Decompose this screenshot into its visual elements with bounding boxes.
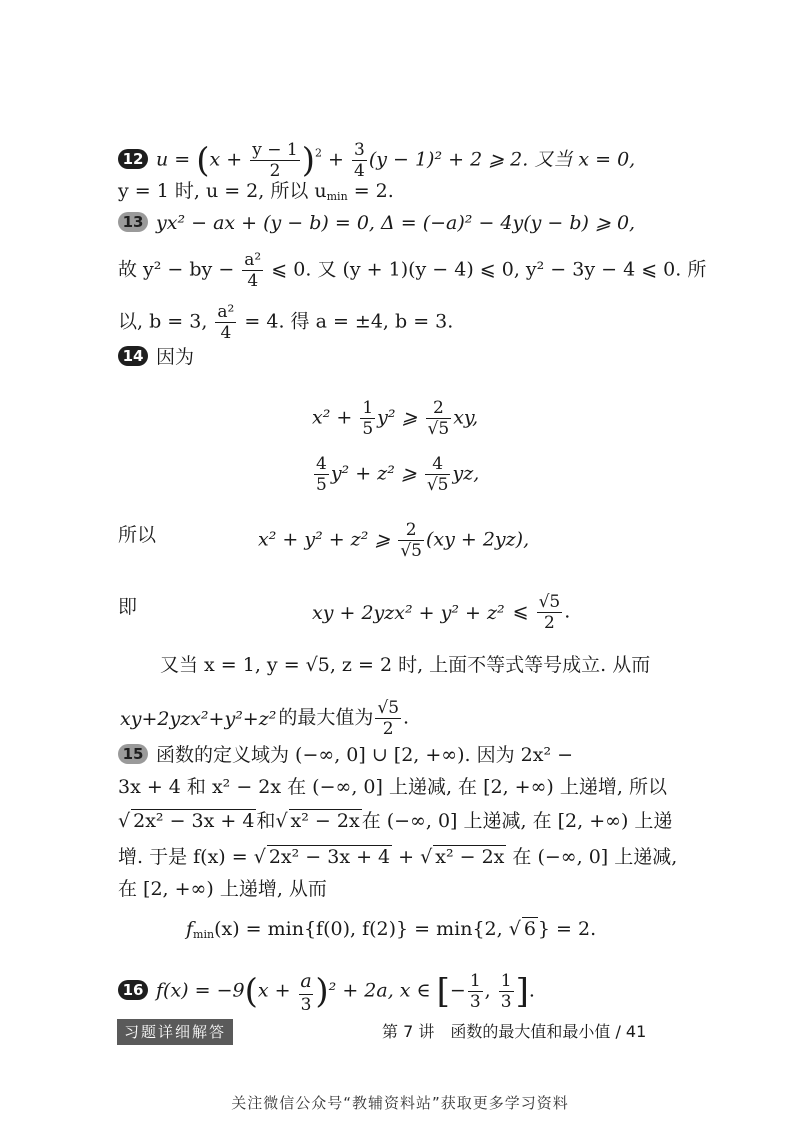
label-ji: 即 [118,596,138,618]
fraction: $\frac{4}{√5}$ [426,454,449,495]
problem-14-eq-1: x² + $\frac{1}{5}$ y² ⩾ $\frac{2}{√5}$ xy, [312,398,479,439]
problem-14-conclusion-1: 又当 x = 1, y = √5, z = 2 时, 上面不等式等号成立. 从而 [160,654,651,676]
problem-15-line-1: 15 函数的定义域为 (−∞, 0] ∪ [2, +∞). 因为 2x² − [118,742,573,768]
problem-13-line-2: 故 y² − by − $\frac{\text{a²}}{4}$ ⩽ 0. 又 (y + 1)(y − 4) ⩽ 0, y² − 3y − 4 ⩽ 0. 所 [118,250,707,291]
paren: ( [196,140,210,181]
fraction: $\frac{3}{4}$ [353,140,365,181]
problem-14-conclusion-2: xy+2yzx²+y²+z² 的最大值为 $\frac{√5}{2}$ . [120,698,410,739]
chapter-footer: 第 7 讲 函数的最大值和最小值 / 41 [382,1022,647,1041]
problem-12-line-1: 12 u = (x + $\frac{y - 1}{2}$ )$^2$ + $\frac{3}{4}$ (y − 1)² + 2 ⩾ 2. 又当 x = 0, [118,140,635,181]
fraction: $\frac{y - 1}{2}$ [252,140,298,181]
fraction: $\frac{2}{√5}$ [427,398,450,439]
problem-16-line: 16 $f(x) = -9(x + \frac{a}{3}$ )² + 2a, x ∈ [− $\frac{1}{3}$ , $\frac{1}{3}$ ]. [118,968,535,1015]
section-label: 习题详细解答 [117,1019,233,1045]
fraction: $\frac{1}{5}$ [362,398,374,439]
text: u = [156,148,197,171]
problem-number-badge: 13 [118,212,148,232]
problem-14-intro: 14 因为 [118,344,194,370]
paren: ) [301,140,315,181]
problem-15-eq: $f_{min}(x) = \min\{f(0)$, f(2)} = min{2, √ 6 } = 2. [186,918,597,941]
fraction: xy+2yzx²+y²+z² [120,707,277,730]
fraction: $\frac{√5}{2}$ [538,592,561,633]
problem-15-line-3: √ 2x² − 3x + 4 和√ x² − 2x 在 (−∞, 0] 上递减, 在 [2, +∞) 上递 [118,810,673,832]
problem-15-line-5: 在 [2, +∞) 上递增, 从而 [118,878,327,900]
fraction: $\frac{2}{√5}$ [400,520,422,561]
text: x + [209,148,249,171]
problem-number-badge: 15 [118,744,148,764]
problem-13-line-3: 以, b = 3, $\frac{\text{a²}}{4}$ = 4. 得 a = ±4, b = 3. [118,302,454,343]
problem-13-line-1: 13 yx² − ax + (y − b) = 0, Δ = (−a)² − 4y(y − b) ⩾ 0, [118,210,635,236]
problem-15-line-2: 3x + 4 和 x² − 2x 在 (−∞, 0] 上递减, 在 [2, +∞) 上递增, 所以 [118,776,667,798]
problem-number-badge: 12 [118,149,148,169]
watermark-text: 关注微信公众号“教辅资料站”获取更多学习资料 [231,1094,569,1112]
label-so: 所以 [118,524,157,546]
fraction: $\frac{1}{3}$ [469,971,481,1012]
fraction: $\frac{\text{a²}}{4}$ [244,250,262,291]
fraction: $\frac{a}{3}$ [300,970,312,1015]
fraction: $\frac{4}{5}$ [316,454,327,495]
fraction: xy + 2yzx² + y² + z² [312,601,505,624]
fraction: $\frac{√5}{2}$ [377,698,400,739]
fraction: $\frac{\text{a²}}{4}$ [217,302,235,343]
problem-14-eq-2: $\frac{4}{5}$ y² + z² ⩾ $\frac{4}{√5}$ yz, [316,454,480,495]
text: (y − 1)² + 2 ⩾ 2. 又当 x = 0, [368,148,636,171]
problem-14-eq-4: xy + 2yzx² + y² + z² ⩽ $\frac{√5}{2}$ . [312,592,571,633]
problem-number-badge: 16 [118,980,148,1000]
problem-15-line-4: 增. 于是 f(x) = √ 2x² − 3x + 4 + √ x² − 2x 在 (−∞, 0] 上递减, [118,846,678,868]
fraction: $\frac{1}{3}$ [500,971,512,1012]
problem-14-eq-3: x² + y² + z² ⩾ $\frac{2}{√5}$ (xy + 2yz), [258,520,530,561]
problem-12-line-2: y = 1 时, u = 2, 所以 $u_{min} = 2$. [118,180,394,203]
problem-number-badge: 14 [118,346,148,366]
